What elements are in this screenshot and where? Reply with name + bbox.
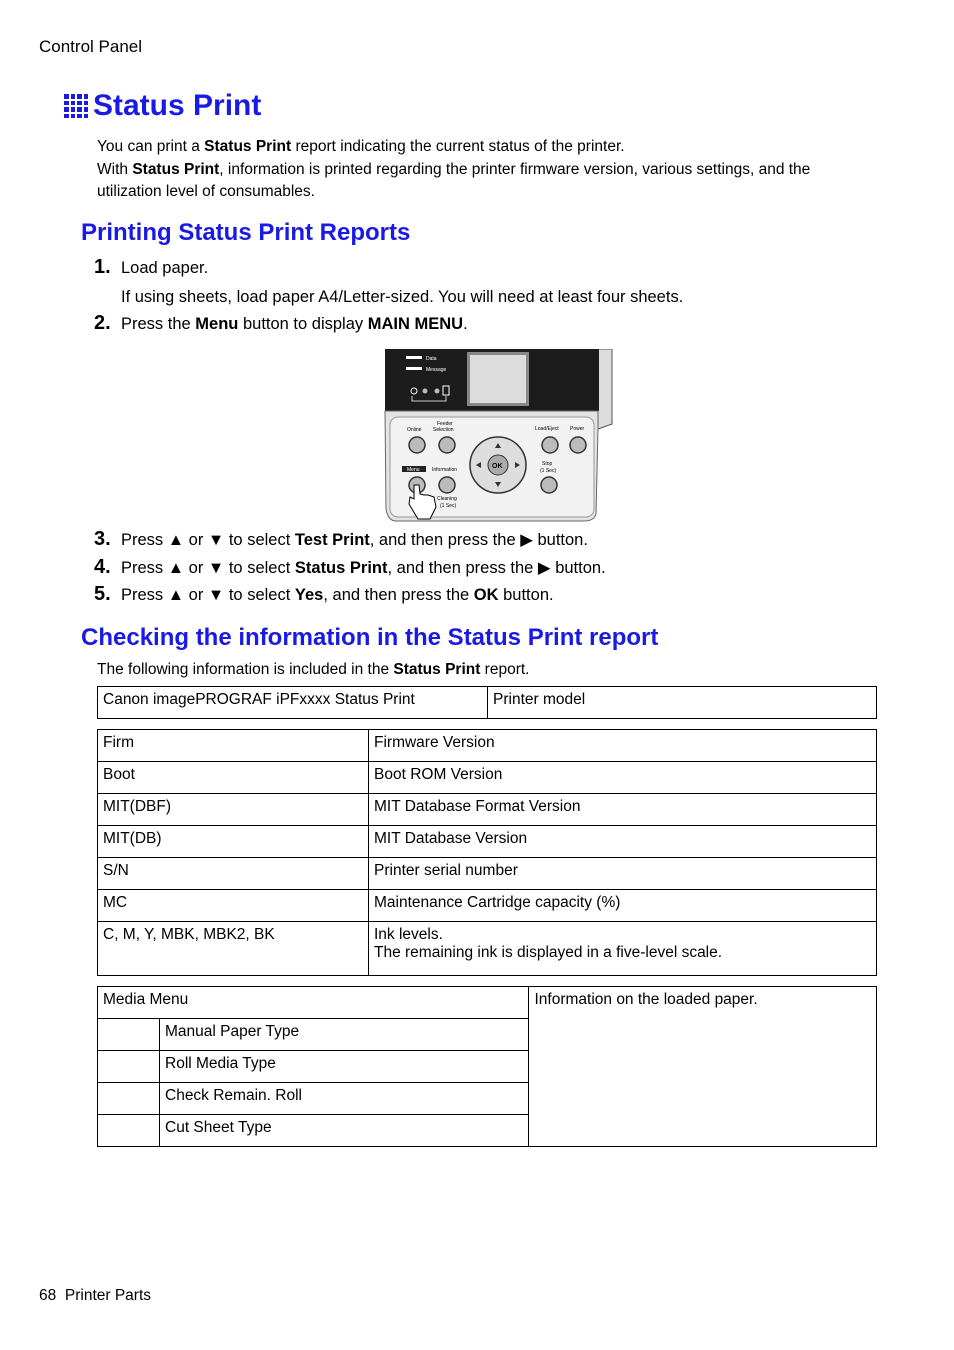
table-row: Cut Sheet Type xyxy=(98,1115,877,1147)
step-1: 1. Load paper. xyxy=(94,256,209,278)
step-4: 4. Press ▲ or ▼ to select Status Print, and then press the ▶ button. xyxy=(94,556,606,578)
running-header: Control Panel xyxy=(39,37,143,56)
grid-icon xyxy=(64,94,88,118)
step-2: 2. Press the Menu button to display MAIN MENU. xyxy=(94,312,468,334)
intro-paragraph: You can print a Status Print report indicating the current status of the printer. With Status Print, information is printed regarding the printer firmware version, various settings, and the utilization level of consumables. xyxy=(97,138,811,200)
section-heading-printing: Printing Status Print Reports xyxy=(81,219,411,246)
page-footer: 68 Printer Parts xyxy=(39,1287,152,1304)
svg-text:(1 Sec): (1 Sec) xyxy=(540,468,557,474)
step-3: 3. Press ▲ or ▼ to select Test Print, and then press the ▶ button. xyxy=(94,528,588,550)
control-panel-illustration xyxy=(384,349,614,522)
svg-text:Menu: Menu xyxy=(407,467,420,473)
svg-text:Selection: Selection xyxy=(433,427,454,433)
firmware-table xyxy=(97,729,877,976)
table-row: Roll Media Type xyxy=(98,1051,877,1083)
page-title xyxy=(64,89,261,123)
step-5: 5. Press ▲ or ▼ to select Yes, and then press the OK button. xyxy=(94,583,554,605)
table-row: Manual Paper Type xyxy=(98,1019,877,1051)
svg-text:OK: OK xyxy=(492,463,503,470)
svg-text:Message: Message xyxy=(426,367,447,373)
table-row: MIT(DBF) MIT Database Format Version xyxy=(98,794,877,826)
svg-text:Information: Information xyxy=(432,467,458,473)
table-row: Check Remain. Roll xyxy=(98,1083,877,1115)
svg-text:Feeder: Feeder xyxy=(437,421,453,427)
svg-text:(1 Sec): (1 Sec) xyxy=(440,503,457,509)
model-table xyxy=(97,686,877,719)
media-table xyxy=(97,986,877,1147)
svg-text:Cleaning: Cleaning xyxy=(437,496,457,502)
table-row: Canon imagePROGRAF iPFxxxx Status Print Printer model xyxy=(98,687,877,719)
title-text: Status Print xyxy=(93,89,262,122)
table-row: MIT(DB) MIT Database Version xyxy=(98,826,877,858)
svg-text:Online: Online xyxy=(407,427,422,433)
svg-text:Power: Power xyxy=(570,426,585,432)
step-1-note: If using sheets, load paper A4/Letter-sized. You will need at least four sheets. xyxy=(121,288,684,306)
section2-intro: The following information is included in the Status Print report. xyxy=(97,661,530,678)
svg-text:Data: Data xyxy=(426,356,437,362)
table-row: MC Maintenance Cartridge capacity (%) xyxy=(98,890,877,922)
svg-text:Load/Eject: Load/Eject xyxy=(535,426,559,432)
svg-text:Stop: Stop xyxy=(542,461,553,467)
table-row: Media Menu Information on the loaded paper. xyxy=(98,987,877,1019)
table-row: Boot Boot ROM Version xyxy=(98,762,877,794)
table-row: C, M, Y, MBK, MBK2, BK Ink levels. The remaining ink is displayed in a five-level scale. xyxy=(98,922,877,976)
table-row: S/N Printer serial number xyxy=(98,858,877,890)
table-row: Firm Firmware Version xyxy=(98,730,877,762)
section-heading-checking: Checking the information in the Status Print report xyxy=(81,624,659,651)
